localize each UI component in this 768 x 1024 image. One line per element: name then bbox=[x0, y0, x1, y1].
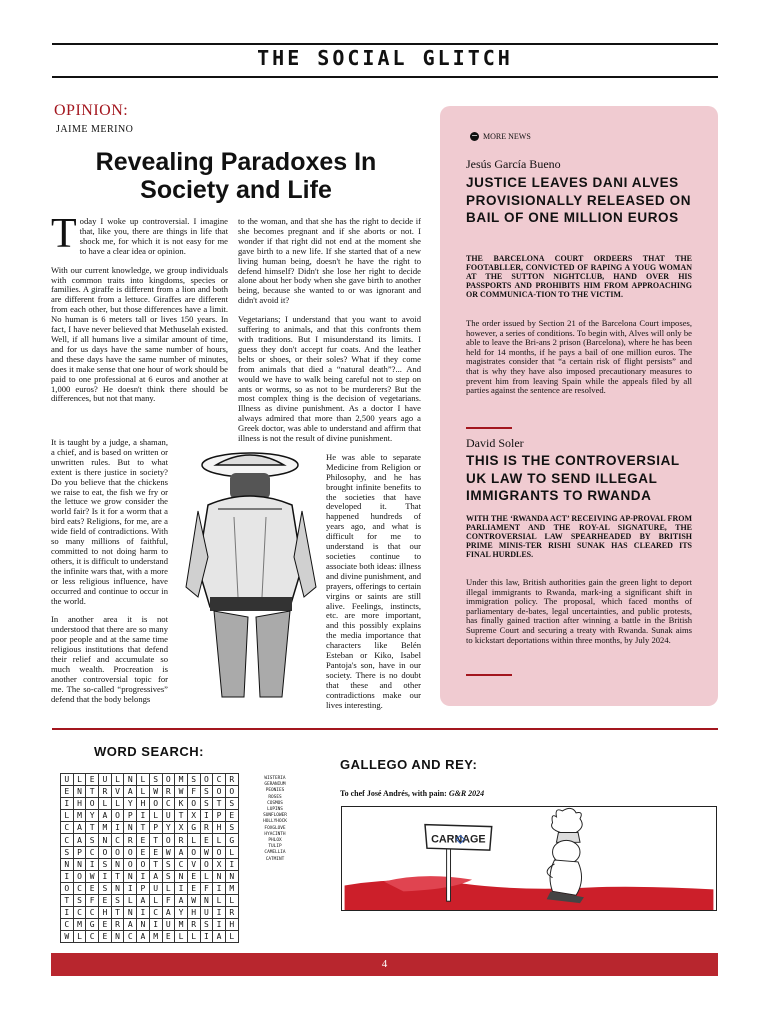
word-search-cell[interactable]: O bbox=[86, 798, 99, 810]
word-search-cell[interactable]: M bbox=[73, 919, 86, 931]
drop-cap: T bbox=[51, 211, 77, 257]
word-search-cell[interactable]: N bbox=[61, 858, 74, 870]
word-search-cell[interactable]: M bbox=[175, 774, 188, 786]
word-search-cell[interactable]: L bbox=[225, 894, 238, 906]
word-search-row bbox=[61, 882, 239, 894]
word-search-cell[interactable]: M bbox=[175, 919, 188, 931]
word-search-cell[interactable]: E bbox=[61, 786, 74, 798]
word-search-cell[interactable]: E bbox=[200, 834, 213, 846]
word-search-cell[interactable]: Y bbox=[86, 810, 99, 822]
word-search-cell[interactable]: P bbox=[149, 822, 162, 834]
article-headline: Revealing Paradoxes In Society and Life bbox=[95, 148, 377, 204]
cartoon-caption-text: To chef José Andrés, with pain: bbox=[340, 789, 447, 798]
word-search-cell[interactable]: Y bbox=[162, 822, 175, 834]
word-search-cell[interactable]: N bbox=[111, 858, 124, 870]
story2-author: David Soler bbox=[466, 436, 524, 450]
word-search-cell[interactable]: L bbox=[149, 894, 162, 906]
word-search-cell[interactable]: S bbox=[162, 870, 175, 882]
word-search-cell[interactable]: T bbox=[86, 822, 99, 834]
word-search-cell[interactable]: L bbox=[225, 931, 238, 943]
word-search-cell[interactable]: O bbox=[200, 774, 213, 786]
word-search-cell[interactable]: G bbox=[225, 834, 238, 846]
word-search-cell[interactable]: U bbox=[200, 907, 213, 919]
word-search-cell[interactable]: W bbox=[175, 786, 188, 798]
word-search-word-list bbox=[258, 776, 292, 863]
word-search-cell[interactable]: R bbox=[225, 774, 238, 786]
word-search-cell[interactable]: A bbox=[124, 786, 137, 798]
word-search-cell[interactable]: G bbox=[86, 919, 99, 931]
word-search-cell[interactable]: I bbox=[61, 798, 74, 810]
word-search-cell[interactable]: V bbox=[187, 858, 200, 870]
word-search-word: SUNFLOWER bbox=[263, 813, 287, 819]
word-search-cell[interactable]: S bbox=[187, 774, 200, 786]
word-search-cell[interactable]: F bbox=[187, 786, 200, 798]
word-search-cell[interactable]: W bbox=[86, 870, 99, 882]
word-search-cell[interactable]: N bbox=[99, 834, 112, 846]
word-search-title: WORD SEARCH: bbox=[94, 744, 204, 759]
word-search-cell[interactable]: C bbox=[86, 931, 99, 943]
word-search-cell[interactable]: E bbox=[149, 846, 162, 858]
word-search-cell[interactable]: F bbox=[86, 894, 99, 906]
word-search-cell[interactable]: R bbox=[99, 786, 112, 798]
word-search-cell[interactable]: R bbox=[225, 907, 238, 919]
page-number: 4 bbox=[381, 958, 388, 970]
word-search-cell[interactable]: C bbox=[86, 907, 99, 919]
story2-headline[interactable]: THIS IS THE CONTROVERSIAL UK LAW TO SEND ILLEGAL IMMIGRANTS TO RWANDA bbox=[466, 453, 680, 503]
word-search-cell[interactable]: I bbox=[137, 907, 150, 919]
word-search-cell[interactable]: H bbox=[73, 798, 86, 810]
word-search-cell[interactable]: O bbox=[200, 858, 213, 870]
word-search-cell[interactable]: V bbox=[111, 786, 124, 798]
word-search-cell[interactable]: F bbox=[200, 882, 213, 894]
word-search-cell[interactable]: M bbox=[149, 931, 162, 943]
word-search-cell[interactable]: T bbox=[175, 810, 188, 822]
story-divider bbox=[466, 427, 512, 429]
word-search-cell[interactable]: M bbox=[225, 882, 238, 894]
word-search-cell[interactable]: S bbox=[73, 894, 86, 906]
word-search-cell[interactable]: S bbox=[149, 774, 162, 786]
word-search-cell[interactable]: E bbox=[86, 882, 99, 894]
word-search-cell[interactable]: N bbox=[124, 822, 137, 834]
word-search-cell[interactable]: W bbox=[162, 846, 175, 858]
word-search-cell[interactable]: O bbox=[187, 846, 200, 858]
word-search-word: GERANIUM bbox=[264, 782, 286, 788]
word-search-cell[interactable]: A bbox=[149, 870, 162, 882]
word-search-cell[interactable]: T bbox=[86, 786, 99, 798]
word-search-cell[interactable]: I bbox=[61, 870, 74, 882]
paragraph: With our current knowledge, we group individuals with common traits into kingdoms, species or families. A giraffe is different from a lion and both are different from a lettuce. Giraffes are different from each other, but those differences have a limit. No human is 6 meters tall or lives 150 years. In fact, I have never believed that Methuselah existed. Well, if all humans live a similar amount of time, and for us days have the same number of hours, and these days have the same number of minutes, does it make sense that one hour of work should be paid to one professional at 6 euros and another at 1,000 euros? He doesn't think there should be differences, but not that many. bbox=[51, 264, 228, 404]
cartoon-sign-text: CARNAGE bbox=[431, 833, 486, 846]
section-divider bbox=[52, 728, 718, 730]
word-search-cell[interactable]: R bbox=[175, 834, 188, 846]
masthead-title: THE SOCIAL GLITCH bbox=[257, 46, 513, 70]
word-search-row bbox=[61, 834, 239, 846]
word-search-cell[interactable]: W bbox=[61, 931, 74, 943]
word-search-cell[interactable]: L bbox=[149, 810, 162, 822]
story1-headline[interactable]: JUSTICE LEAVES DANI ALVES PROVISIONALLY RELEASED ON BAIL OF ONE MILLION EUROS bbox=[466, 175, 692, 225]
word-search-cell[interactable]: N bbox=[137, 919, 150, 931]
word-search-cell[interactable]: L bbox=[187, 931, 200, 943]
word-search-cell[interactable]: I bbox=[137, 870, 150, 882]
word-search-cell[interactable]: E bbox=[99, 919, 112, 931]
word-search-cell[interactable]: S bbox=[200, 798, 213, 810]
word-search-cell[interactable]: I bbox=[200, 931, 213, 943]
word-search-cell[interactable]: E bbox=[137, 846, 150, 858]
word-search-cell[interactable]: L bbox=[213, 894, 226, 906]
word-search-cell[interactable]: O bbox=[124, 846, 137, 858]
word-search-cell[interactable]: N bbox=[213, 870, 226, 882]
word-search-cell[interactable]: C bbox=[149, 907, 162, 919]
word-search-cell[interactable]: L bbox=[213, 834, 226, 846]
word-search-cell[interactable]: I bbox=[124, 882, 137, 894]
word-search-cell[interactable]: F bbox=[162, 894, 175, 906]
word-search-word: CAMELLIA bbox=[264, 850, 286, 856]
section-label: OPINION: bbox=[54, 102, 129, 119]
word-search-cell[interactable]: S bbox=[111, 894, 124, 906]
word-search-cell[interactable]: C bbox=[162, 798, 175, 810]
word-search-cell[interactable]: X bbox=[175, 822, 188, 834]
word-search-cell[interactable]: S bbox=[61, 846, 74, 858]
word-search-cell[interactable]: S bbox=[162, 858, 175, 870]
word-search-word: LUPINS bbox=[267, 807, 283, 813]
word-search-cell[interactable]: T bbox=[149, 858, 162, 870]
word-search-cell[interactable]: A bbox=[99, 810, 112, 822]
word-search-cell[interactable]: N bbox=[73, 858, 86, 870]
word-search-row bbox=[61, 786, 239, 798]
word-search-word: COSMOS bbox=[267, 800, 283, 806]
word-search-cell[interactable]: O bbox=[162, 834, 175, 846]
word-search-cell[interactable]: I bbox=[213, 882, 226, 894]
word-search-word: HOLLYHOCK bbox=[263, 819, 287, 825]
word-search-cell[interactable]: I bbox=[175, 882, 188, 894]
word-search-cell[interactable]: H bbox=[137, 798, 150, 810]
word-search-cell[interactable]: O bbox=[213, 846, 226, 858]
word-search-cell[interactable]: L bbox=[73, 931, 86, 943]
word-search-cell[interactable]: L bbox=[162, 882, 175, 894]
masthead-top-rule bbox=[52, 43, 718, 45]
word-search-cell[interactable]: P bbox=[73, 846, 86, 858]
word-search-word: ROSES bbox=[268, 794, 282, 800]
word-search-cell[interactable]: H bbox=[187, 907, 200, 919]
word-search-cell[interactable]: I bbox=[213, 907, 226, 919]
minus-icon: − bbox=[471, 131, 478, 140]
word-search-cell[interactable]: S bbox=[200, 919, 213, 931]
word-search-cell[interactable]: I bbox=[225, 858, 238, 870]
word-search-cell[interactable]: H bbox=[99, 907, 112, 919]
word-search-cell[interactable]: A bbox=[137, 931, 150, 943]
word-search-cell[interactable]: R bbox=[162, 786, 175, 798]
word-search-cell[interactable]: N bbox=[175, 870, 188, 882]
word-search-cell[interactable]: O bbox=[99, 846, 112, 858]
word-search-cell[interactable]: U bbox=[99, 774, 112, 786]
story2-deck: WITH THE ‘RWANDA ACT’ RECEIVING AP-PROVAL FROM PARLIAMENT AND THE ROY-AL SIGNATURE, THE CONTROVERSIAL LAW SPEARHEADED BY BRITISH PRIME MINIS-TER RISHI SUNAK HAS CLEARED ITS FINAL HURDLES. bbox=[466, 514, 692, 559]
paragraph: Vegetarians; I understand that you want to avoid suffering to animals, and that this confronts them with traditions. But I misunderstand its limits. I guess they don't accept fur coats. And the leather belts or shoes, or their soles? What if they come from animals that died a “natural death”?... And would we have to walk being careful not to step on ants or worms, so as not to be murderers? But the most complex thing is the decision of vegetarians. Illness as divine punishment. As a doctor I have always admired that more than 2,500 years ago a Greek doctor, was able to understand and affirm that illness is not the result of divine punishment. bbox=[238, 314, 421, 444]
word-search-cell[interactable]: R bbox=[111, 919, 124, 931]
paragraph: He was able to separate Medicine from Religion or Philosophy, and he has brought infinite benefits to the societies that have developed it. That happened hundreds of years ago, and what is difficult for me to understand is that our societies continue to associate both ideas: illness and divine punishment, and prayers, offerings to certain virgins or saints are still alive. Feelings, instincts, etc. are more important, and this possibly explains the media importance that characters like Belén Esteban or Kiko, Isabel Pantoja's son, have in our society. There is no doubt that these and other contradictions make our lives interesting. bbox=[326, 451, 421, 710]
word-search-cell[interactable]: R bbox=[200, 822, 213, 834]
word-search-cell[interactable]: T bbox=[61, 894, 74, 906]
word-search-cell[interactable]: U bbox=[162, 810, 175, 822]
word-search-cell[interactable]: O bbox=[225, 786, 238, 798]
word-search-word: HYACINTH bbox=[264, 831, 286, 837]
word-search-cell[interactable]: S bbox=[225, 798, 238, 810]
word-search-cell[interactable]: L bbox=[137, 786, 150, 798]
more-news-label: MORE NEWS bbox=[483, 132, 531, 141]
word-search-row bbox=[61, 810, 239, 822]
word-search-cell[interactable]: C bbox=[124, 931, 137, 943]
word-search-cell[interactable]: O bbox=[124, 858, 137, 870]
word-search-cell[interactable]: N bbox=[124, 907, 137, 919]
word-search-cell[interactable]: E bbox=[187, 882, 200, 894]
word-search-cell[interactable]: A bbox=[73, 834, 86, 846]
word-search-cell[interactable]: O bbox=[162, 774, 175, 786]
word-search-cell[interactable]: C bbox=[86, 846, 99, 858]
cartoon-illustration bbox=[341, 806, 717, 911]
soldier-illustration bbox=[178, 447, 326, 705]
word-search-cell[interactable]: Y bbox=[124, 798, 137, 810]
word-search-row bbox=[61, 894, 239, 906]
word-search-cell[interactable]: O bbox=[61, 882, 74, 894]
word-search-cell[interactable]: A bbox=[124, 919, 137, 931]
word-search-cell[interactable]: N bbox=[111, 931, 124, 943]
word-search-cell[interactable]: U bbox=[61, 774, 74, 786]
story1-author: Jesús García Bueno bbox=[466, 157, 561, 171]
word-search-cell[interactable]: O bbox=[73, 870, 86, 882]
word-search-cell[interactable]: W bbox=[200, 846, 213, 858]
word-search-cell[interactable]: E bbox=[99, 894, 112, 906]
article-author: JAIME MERINO bbox=[56, 124, 134, 135]
cartoon-caption bbox=[340, 789, 484, 798]
word-search-row bbox=[61, 919, 239, 931]
word-search-cell[interactable]: H bbox=[225, 919, 238, 931]
word-search-cell[interactable]: E bbox=[99, 931, 112, 943]
story2-body: Under this law, British authorities gain the green light to deport illegal immigrants to Rwanda, mark-ing a significant shift in immigration policy. The proposal, which faced months of parliamentary de-bates, legal uncertainties, and public protests, has finally gained traction after winning a battle in the British Supreme Court and securing a treaty with Rwanda. Sunak aims to kickstart deportations within three months, by July 2024. bbox=[466, 577, 692, 645]
word-search-cell[interactable]: T bbox=[111, 870, 124, 882]
word-search-cell[interactable]: L bbox=[175, 931, 188, 943]
word-search-cell[interactable]: O bbox=[213, 786, 226, 798]
word-search-cell[interactable]: I bbox=[99, 870, 112, 882]
word-search-cell[interactable]: L bbox=[111, 798, 124, 810]
word-search-cell[interactable]: I bbox=[86, 858, 99, 870]
word-search-cell[interactable]: A bbox=[213, 931, 226, 943]
word-search-cell[interactable]: L bbox=[111, 774, 124, 786]
word-search-cell[interactable]: U bbox=[149, 882, 162, 894]
masthead-bottom-rule bbox=[52, 76, 718, 78]
word-search-cell[interactable]: T bbox=[213, 798, 226, 810]
word-search-row bbox=[61, 846, 239, 858]
word-search-cell[interactable]: N bbox=[124, 870, 137, 882]
word-search-cell[interactable]: S bbox=[225, 822, 238, 834]
word-search-cell[interactable]: A bbox=[162, 907, 175, 919]
story-divider bbox=[466, 674, 512, 676]
word-search-cell[interactable]: C bbox=[175, 858, 188, 870]
word-search-cell[interactable]: M bbox=[99, 822, 112, 834]
word-search-cell[interactable]: G bbox=[187, 822, 200, 834]
word-search-cell[interactable]: I bbox=[61, 907, 74, 919]
story1-body: The order issued by Section 21 of the Barcelona Court imposes, however, a series of conditions. To begin with, Alves will only be able to leave the Bri-ans 2 prison (Barcelona), where he has been held for 14 months, if he pays a bail of one million euros. The magistrates consider that “a certain risk of flight persists” and that is why they have also imposed precautionary measures to prevent him from leaving Spain while the appeals filed by all parties against the sentence are resolved. bbox=[466, 318, 692, 396]
word-search-cell[interactable]: O bbox=[111, 810, 124, 822]
word-search-cell[interactable]: L bbox=[200, 870, 213, 882]
word-search-cell[interactable]: S bbox=[99, 882, 112, 894]
word-search-cell[interactable]: R bbox=[187, 919, 200, 931]
word-search-cell[interactable]: W bbox=[187, 894, 200, 906]
word-search-cell[interactable]: W bbox=[149, 786, 162, 798]
word-search-cell[interactable]: E bbox=[162, 931, 175, 943]
word-search-cell[interactable]: U bbox=[162, 919, 175, 931]
word-search-cell[interactable]: C bbox=[61, 834, 74, 846]
word-search-cell[interactable]: I bbox=[213, 919, 226, 931]
word-search-cell[interactable]: X bbox=[213, 858, 226, 870]
word-search-cell[interactable]: O bbox=[149, 798, 162, 810]
word-search-word: CATMINT bbox=[265, 856, 285, 862]
word-search-word: TULIP bbox=[268, 844, 282, 850]
word-search-cell[interactable]: E bbox=[187, 870, 200, 882]
paragraph: In another area it is not understood that there are so many poor people and at the same time religious institutions that defend their relief and accumulate so much wealth. Procreation is another controversial topic for me. The so-called “progressives” defend that the body belongs bbox=[51, 614, 168, 704]
word-search-cell[interactable]: C bbox=[111, 834, 124, 846]
word-search-cell[interactable]: I bbox=[200, 810, 213, 822]
word-search-cell[interactable]: C bbox=[73, 907, 86, 919]
word-search-cell[interactable]: Y bbox=[175, 907, 188, 919]
story1-deck: THE BARCELONA COURT ORDEERS THAT THE FOOTABLLER, CONVICTED OF RAPING A YOUG WOMAN AT THE SUTTON NIGHTCLUB, HAND OVER HIS PASSPORTS AND PROHIBITS HIM FROM APPROACHING OR COMMUNICA-TION TO THE VICTIM. bbox=[466, 254, 692, 299]
word-search-cell[interactable]: L bbox=[124, 894, 137, 906]
word-search-row bbox=[61, 907, 239, 919]
word-search-cell[interactable]: O bbox=[187, 798, 200, 810]
word-search-cell[interactable]: P bbox=[124, 810, 137, 822]
word-search-cell[interactable]: T bbox=[111, 907, 124, 919]
word-search-cell[interactable]: S bbox=[86, 834, 99, 846]
word-search-cell[interactable]: N bbox=[73, 786, 86, 798]
word-search-cell[interactable]: L bbox=[61, 810, 74, 822]
word-search-word: WISTERIA bbox=[264, 776, 286, 781]
word-search-cell[interactable]: X bbox=[187, 810, 200, 822]
word-search-cell[interactable]: L bbox=[99, 798, 112, 810]
word-search-cell[interactable]: R bbox=[124, 834, 137, 846]
word-search-cell[interactable]: A bbox=[175, 846, 188, 858]
word-search-cell[interactable]: C bbox=[213, 774, 226, 786]
word-search-cell[interactable]: C bbox=[61, 822, 74, 834]
word-search-cell[interactable]: I bbox=[149, 919, 162, 931]
word-search-cell[interactable]: P bbox=[137, 882, 150, 894]
word-search-cell[interactable]: L bbox=[137, 774, 150, 786]
paragraph: to the woman, and that she has the right to decide if she becomes pregnant and if she aborts or not. I wonder if that right did not end at the moment she gave birth to a new life. If she started that of a new living human being, doesn't he have the right to defend himself? Didn't she lose her right to decide alone about her body when she gave birth to another being, because she wanted to or was ignorant and didn't avoid it? bbox=[238, 216, 421, 306]
page-footer bbox=[51, 953, 718, 976]
word-search-cell[interactable]: T bbox=[137, 822, 150, 834]
word-search-cell[interactable]: K bbox=[175, 798, 188, 810]
word-search-word: PHLOX bbox=[268, 838, 282, 844]
word-search-row bbox=[61, 870, 239, 882]
word-search-cell[interactable]: N bbox=[111, 882, 124, 894]
word-search-cell[interactable]: L bbox=[225, 846, 238, 858]
paragraph: oday I woke up controversial. I imagine that, like you, there are things in life that shock me, for which it is not easy for me to have a clear idea or opinion. bbox=[79, 216, 228, 256]
word-search-cell[interactable]: A bbox=[137, 894, 150, 906]
word-search-row bbox=[61, 858, 239, 870]
word-search-row bbox=[61, 774, 239, 786]
word-search-cell[interactable]: A bbox=[175, 894, 188, 906]
word-search-cell[interactable]: C bbox=[61, 919, 74, 931]
word-search-cell[interactable]: P bbox=[213, 810, 226, 822]
word-search-cell[interactable]: I bbox=[137, 810, 150, 822]
word-search-cell[interactable]: M bbox=[73, 810, 86, 822]
word-search-cell[interactable]: H bbox=[213, 822, 226, 834]
word-search-cell[interactable]: T bbox=[149, 834, 162, 846]
word-search-cell[interactable]: E bbox=[86, 774, 99, 786]
word-search-cell[interactable]: O bbox=[137, 858, 150, 870]
word-search-cell[interactable]: L bbox=[187, 834, 200, 846]
word-search-row bbox=[61, 931, 239, 943]
word-search-cell[interactable]: N bbox=[124, 774, 137, 786]
word-search-cell[interactable]: S bbox=[99, 858, 112, 870]
word-search-cell[interactable]: I bbox=[111, 822, 124, 834]
word-search-cell[interactable]: N bbox=[200, 894, 213, 906]
article-column-1 bbox=[51, 211, 228, 413]
word-search-cell[interactable]: O bbox=[111, 846, 124, 858]
word-search-cell[interactable]: C bbox=[73, 882, 86, 894]
word-search-row bbox=[61, 822, 239, 834]
word-search-cell[interactable]: E bbox=[225, 810, 238, 822]
word-search-cell[interactable]: S bbox=[200, 786, 213, 798]
word-search-word: FOXGLOVE bbox=[264, 825, 286, 831]
word-search-cell[interactable]: N bbox=[225, 870, 238, 882]
cartoon-section-title: GALLEGO AND REY: bbox=[340, 757, 478, 772]
word-search-grid[interactable] bbox=[60, 773, 239, 943]
paragraph: It is taught by a judge, a shaman, a chief, and is based on written or unwritten rules. But to what extent is there justice in society? Do you believe that the chickens we raise to eat, the fish we fry or the lettuce we grow consider the world fair? Is it for a worm that a bird eats? Religions, for me, are a wide field of contradictions. With so many millions of faithful, committed to not doing harm to others, it is difficult to understand the infinite wars that, with a more or less religious influence, have occurred and continue to occur in the world. bbox=[51, 437, 168, 606]
more-news-header[interactable] bbox=[470, 132, 531, 141]
word-search-row bbox=[61, 798, 239, 810]
word-search-cell[interactable]: E bbox=[137, 834, 150, 846]
word-search-cell[interactable]: A bbox=[73, 822, 86, 834]
word-search-word: PEONIES bbox=[265, 788, 285, 794]
cartoon-credit: G&R 2024 bbox=[448, 789, 485, 798]
word-search-cell[interactable]: L bbox=[73, 774, 86, 786]
